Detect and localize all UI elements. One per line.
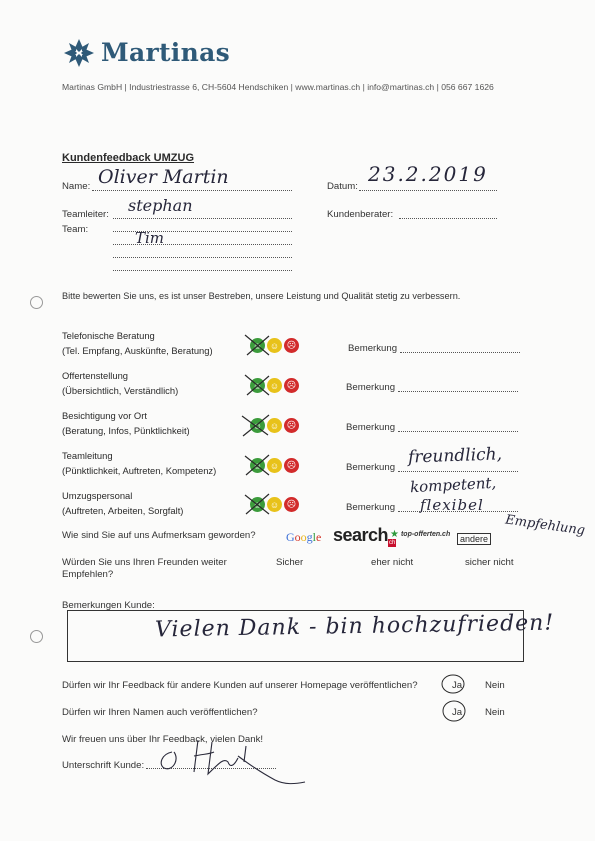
bemerkung-label: Bemerkung (346, 382, 396, 393)
neutral-face-icon[interactable]: ☺ (267, 338, 282, 353)
sad-face-icon[interactable]: ☹ (284, 497, 299, 512)
bemerkung-line[interactable] (400, 352, 520, 353)
star-icon: ★ (390, 529, 399, 540)
sad-face-icon[interactable]: ☹ (284, 418, 299, 433)
checkmark-cross-icon (241, 492, 275, 516)
category-sub: (Auftreten, Arbeiten, Sorgfalt) (62, 505, 184, 516)
datum-value[interactable]: 23.2.2019 (368, 162, 488, 186)
top-offerten-logo[interactable]: ★ top-offerten.ch (390, 529, 451, 540)
homepage-nein[interactable]: Nein (485, 680, 505, 691)
sad-face-icon[interactable]: ☹ (284, 378, 299, 393)
aufmerksam-label: Wie sind Sie auf uns Aufmerksam geworden? (62, 530, 256, 541)
name-value[interactable]: Oliver Martin (98, 166, 229, 188)
kundenberater-line[interactable] (399, 218, 497, 219)
category-row (62, 408, 190, 438)
category-title: Besichtigung vor Ort (62, 410, 147, 421)
checkmark-cross-icon (241, 453, 275, 477)
punch-hole-bottom (30, 630, 43, 643)
neutral-face-icon[interactable]: ☺ (267, 458, 282, 473)
bemerkung-line[interactable] (398, 391, 518, 392)
option-sicher-nicht[interactable]: sicher nicht (465, 557, 514, 568)
bemerkung-label: Bemerkung (346, 422, 396, 433)
team-value[interactable]: Tim (135, 229, 165, 247)
weiter-label-2: Empfehlen? (62, 569, 114, 580)
company-address: Martinas GmbH | Industriestrasse 6, CH-5604 Hendschiken | www.martinas.ch | info@martinas.ch | 056 667 1626 (62, 82, 494, 92)
datum-label: Datum: (327, 181, 358, 192)
kundenberater-label: Kundenberater: (327, 209, 394, 220)
thanks-text: Wir freuen uns über Ihr Feedback, vielen Dank! (62, 734, 264, 745)
neutral-face-icon[interactable]: ☺ (267, 418, 282, 433)
selection-circle-icon (441, 699, 467, 723)
category-row (62, 328, 213, 358)
category-sub: (Beratung, Infos, Pünktlichkeit) (62, 425, 190, 436)
customer-signature (150, 732, 310, 790)
team-label: Team: (62, 224, 89, 235)
checkmark-cross-icon (241, 333, 275, 357)
happy-face-icon[interactable]: ☺ (250, 378, 265, 393)
datum-line (359, 190, 497, 191)
category-title: Offertenstellung (62, 370, 129, 381)
happy-face-icon[interactable]: ☺ (250, 497, 265, 512)
checkmark-cross-icon (239, 413, 273, 437)
happy-face-icon[interactable]: ☺ (250, 338, 265, 353)
search-ch-logo[interactable]: searchch (333, 525, 396, 546)
category-row (62, 368, 178, 398)
selection-circle-icon (440, 673, 466, 695)
bemerkung-extra-value[interactable]: kompetent, (409, 473, 497, 497)
bemerkungen-value[interactable]: Vielen Dank - bin hochzufrieden! (154, 610, 555, 643)
category-row (62, 448, 216, 478)
bemerkung-value[interactable]: freundlich, (407, 444, 503, 468)
bemerkung-label: Bemerkung (346, 462, 396, 473)
category-title: Teamleitung (62, 450, 113, 461)
bemerkungen-label: Bemerkungen Kunde: (62, 600, 155, 611)
andere-option[interactable]: andere (457, 529, 491, 547)
category-title: Telefonische Beratung (62, 330, 155, 341)
neutral-face-icon[interactable]: ☺ (267, 497, 282, 512)
option-eher-nicht[interactable]: eher nicht (371, 557, 414, 568)
teamleiter-value[interactable]: stephan (128, 196, 193, 215)
sad-face-icon[interactable]: ☹ (284, 338, 299, 353)
name-question: Dürfen wir Ihren Namen auch veröffentlichen? (62, 707, 258, 718)
bemerkung-value[interactable]: flexibel (420, 496, 484, 514)
checkmark-cross-icon (241, 373, 275, 397)
signature-label: Unterschrift Kunde: (62, 760, 145, 771)
intro-text: Bitte bewerten Sie uns, es ist unser Bestreben, unsere Leistung und Qualität stetig zu verbessern. (62, 291, 461, 301)
category-sub: (Übersichtlich, Verständlich) (62, 385, 179, 396)
company-logo (64, 38, 230, 67)
google-logo[interactable]: Google (286, 530, 322, 544)
happy-face-icon[interactable]: ☺ (250, 458, 265, 473)
neutral-face-icon[interactable]: ☺ (267, 378, 282, 393)
team-line-4 (113, 270, 292, 271)
star-logo-icon (64, 39, 94, 67)
brand-name: Martinas (101, 38, 230, 67)
homepage-question: Dürfen wir Ihr Feedback für andere Kunden auf unserer Homepage veröffentlichen? (62, 680, 418, 691)
name-line (92, 190, 292, 191)
option-sicher[interactable]: Sicher (276, 557, 304, 568)
team-line-2 (113, 244, 292, 245)
category-sub: (Pünktlichkeit, Auftreten, Kompetenz) (62, 465, 217, 476)
form-title: Kundenfeedback UMZUG (62, 152, 195, 164)
category-row (62, 488, 183, 518)
bemerkung-label: Bemerkung (346, 502, 396, 513)
category-sub: (Tel. Empfang, Auskünfte, Beratung) (62, 345, 213, 356)
happy-face-icon[interactable]: ☺ (250, 418, 265, 433)
bemerkung-label: Bemerkung (348, 343, 398, 354)
name-nein[interactable]: Nein (485, 707, 505, 718)
homepage-ja[interactable]: Ja (452, 680, 463, 691)
name-ja[interactable]: Ja (452, 707, 463, 718)
bemerkung-line[interactable] (398, 471, 518, 472)
punch-hole-top (30, 296, 43, 309)
sad-face-icon[interactable]: ☹ (284, 458, 299, 473)
teamleiter-label: Teamleiter: (62, 209, 109, 220)
bemerkung-line[interactable] (398, 431, 518, 432)
team-line-3 (113, 257, 292, 258)
aufmerksam-value[interactable]: Empfehlung (504, 512, 586, 539)
teamleiter-line (113, 218, 292, 219)
category-title: Umzugspersonal (62, 490, 133, 501)
name-label: Name: (62, 181, 91, 192)
weiter-label: Würden Sie uns Ihren Freunden weiter (62, 557, 227, 568)
